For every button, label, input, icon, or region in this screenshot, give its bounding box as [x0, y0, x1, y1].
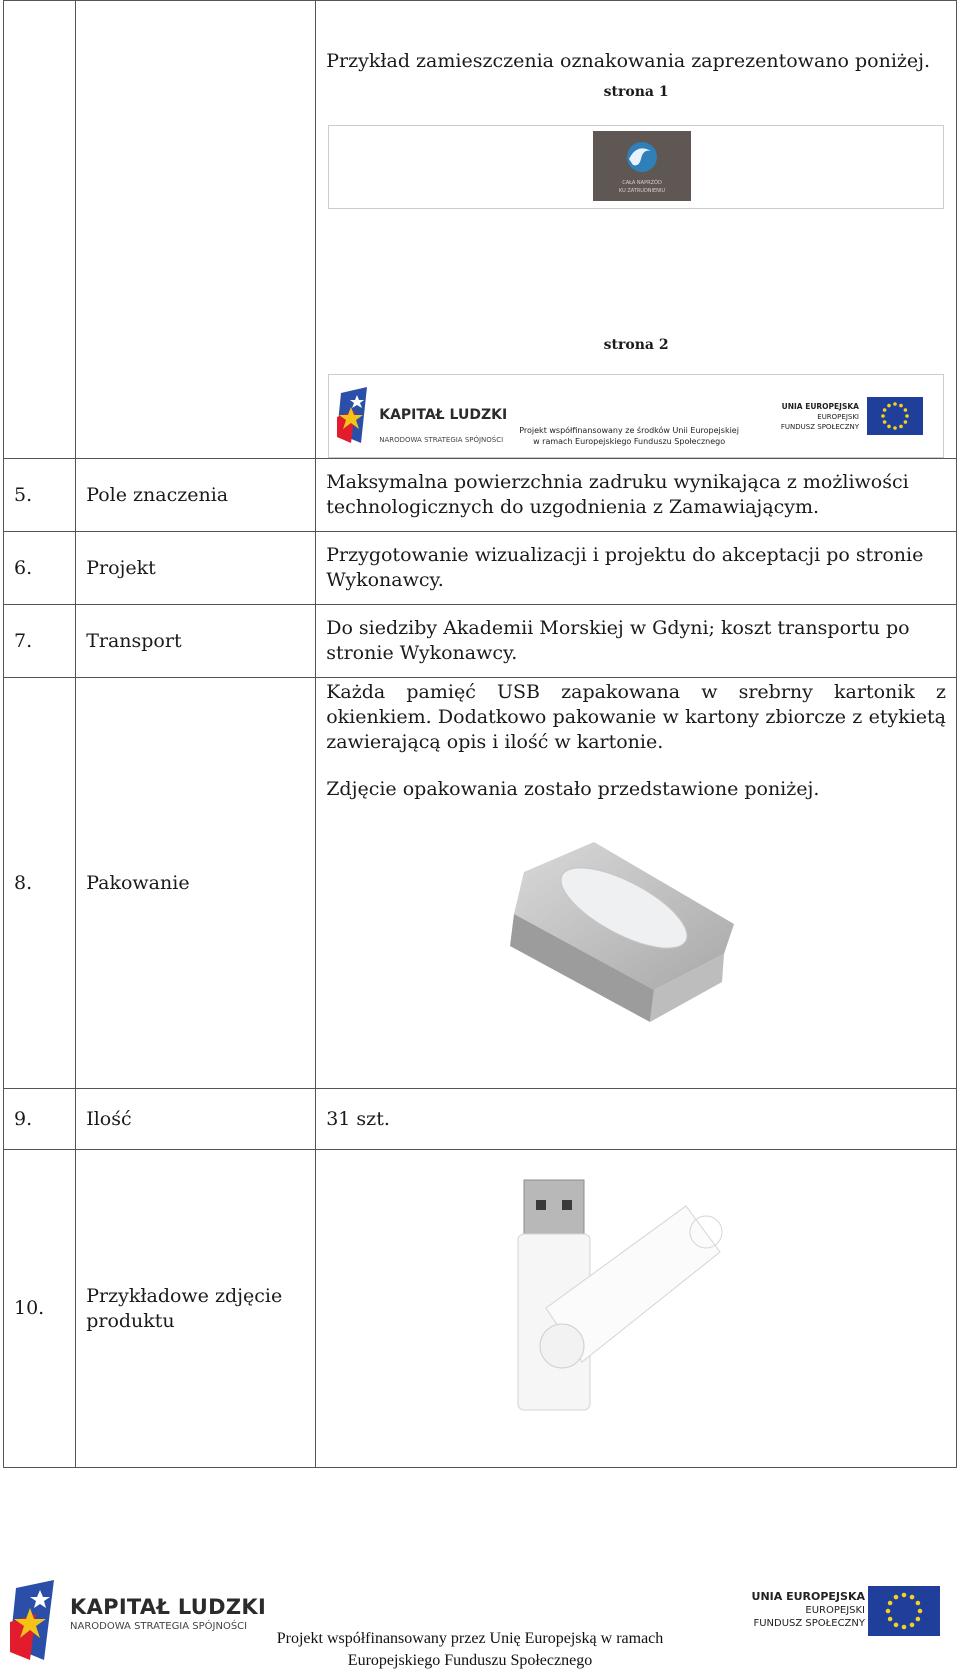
project-logo — [593, 131, 691, 201]
kapital-ludzki-logo-icon — [10, 1580, 62, 1660]
cofinancing-note-small — [519, 425, 739, 447]
page1-preview — [328, 125, 944, 209]
eu-line-2: EUROPEJSKI — [817, 413, 859, 421]
packaging-photo — [326, 842, 946, 1042]
row-value — [316, 678, 957, 1089]
kapital-ludzki-logo-icon — [337, 387, 373, 443]
eu-flag-icon — [867, 397, 923, 435]
logo-line-1: CAŁA NAPRZÓD — [622, 180, 663, 186]
footer-eu-line-3: FUNDUSZ SPOŁECZNY — [753, 1618, 865, 1629]
table-row — [4, 1150, 957, 1468]
row-number: 5. — [4, 459, 76, 532]
row-number: 10. — [4, 1150, 76, 1468]
row-name: Ilość — [76, 1089, 316, 1150]
product-photo — [316, 1150, 957, 1468]
row-number: 9. — [4, 1089, 76, 1150]
footer-kl-title: KAPITAŁ LUDZKI — [70, 1595, 267, 1619]
row-name — [76, 1, 316, 459]
row-number: 6. — [4, 532, 76, 605]
row-number: 7. — [4, 605, 76, 678]
table-row — [4, 532, 957, 605]
page2-preview — [328, 374, 944, 458]
page2-caption: strona 2 — [603, 337, 669, 353]
kl-logo-text — [379, 403, 507, 453]
packaging-text: Każda pamięć USB zapakowana w srebrny kartonik z okienkiem. Dodatkowo pakowanie w kartony zbiorcze z etykietą zawierającą opis i ilość w kartonie. — [326, 681, 946, 753]
packaging-photo-note: Zdjęcie opakowania zostało przedstawione poniżej. — [326, 778, 820, 800]
table-row-labeling — [4, 1, 957, 459]
table-row — [4, 605, 957, 678]
silver-box-icon — [504, 842, 744, 1042]
footer-eu-line-2: EUROPEJSKI — [805, 1605, 865, 1616]
row-name: Transport — [76, 605, 316, 678]
page-footer — [0, 1560, 960, 1670]
usb-stick-icon — [506, 1178, 746, 1438]
row-value — [316, 1, 957, 459]
row-name: Projekt — [76, 532, 316, 605]
row-number: 8. — [4, 678, 76, 1089]
wave-logo-icon — [593, 131, 691, 201]
kl-subtitle: NARODOWA STRATEGIA SPÓJNOŚCI — [379, 436, 504, 444]
footer-kl-text — [70, 1595, 266, 1632]
cofin-line-2: w ramach Europejskiego Funduszu Społecznego — [533, 437, 726, 446]
footer-cofin-line-2: Europejskiego Funduszu Społecznego — [347, 1652, 593, 1669]
row-value: 31 szt. — [316, 1089, 957, 1150]
table-row — [4, 459, 957, 532]
page1-caption: strona 1 — [603, 84, 669, 100]
labeling-intro-text: Przykład zamieszczenia oznakowania zaprezentowano poniżej. — [326, 50, 931, 72]
footer-cofinancing — [260, 1628, 680, 1672]
kl-title: KAPITAŁ LUDZKI — [379, 407, 508, 423]
row-number — [4, 1, 76, 459]
footer-cofin-line-1: Projekt współfinansowany przez Unię Europejską w ramach — [276, 1630, 664, 1647]
logo-line-2: KU ZATRUDNIENIU — [619, 188, 666, 194]
eu-line-3: FUNDUSZ SPOŁECZNY — [780, 423, 859, 431]
row-value: Maksymalna powierzchnia zadruku wynikająca z możliwości technologicznych do uzgodnienia z Zamawiającym. — [316, 459, 957, 532]
eu-flag-icon — [868, 1586, 940, 1636]
eu-label-small — [781, 402, 859, 432]
row-value: Przygotowanie wizualizacji i projektu do akceptacji po stronie Wykonawcy. — [316, 532, 957, 605]
cofin-line-1: Projekt współfinansowany ze środków Unii Europejskiej — [519, 426, 739, 435]
table-row — [4, 678, 957, 1089]
eu-line-1: UNIA EUROPEJSKA — [781, 402, 859, 411]
table-row — [4, 1089, 957, 1150]
row-name: Pole znaczenia — [76, 459, 316, 532]
footer-eu-line-1: UNIA EUROPEJSKA — [751, 1590, 865, 1603]
row-value: Do siedziby Akademii Morskiej w Gdyni; koszt transportu po stronie Wykonawcy. — [316, 605, 957, 678]
spec-table — [3, 0, 957, 1468]
footer-eu-label — [735, 1590, 865, 1630]
footer-kl-subtitle: NARODOWA STRATEGIA SPÓJNOŚCI — [70, 1621, 248, 1632]
row-name: Pakowanie — [76, 678, 316, 1089]
row-name: Przykładowe zdjęcie produktu — [76, 1150, 316, 1468]
